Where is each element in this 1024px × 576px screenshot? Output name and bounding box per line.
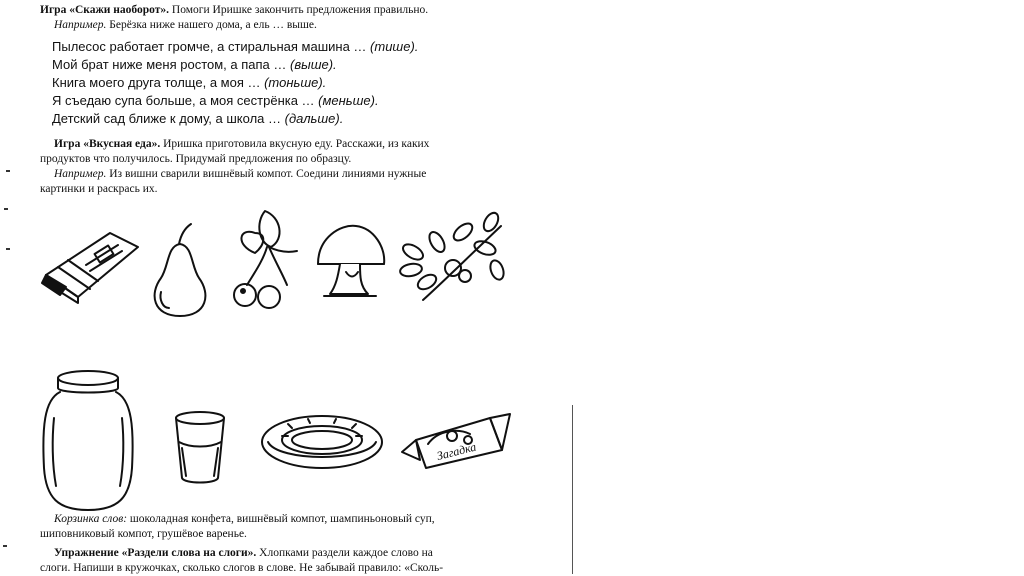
game2-title-line xyxy=(40,137,524,152)
pear-icon xyxy=(145,220,215,320)
cherries-icon xyxy=(225,205,300,310)
sentence-answer: (тише). xyxy=(370,39,419,54)
mushroom-icon xyxy=(310,218,390,303)
word-basket-label: Корзинка слов: xyxy=(54,513,128,525)
sentence-text: Детский сад ближе к дому, а школа … xyxy=(52,111,285,126)
scan-mark xyxy=(6,248,10,250)
sentence-3 xyxy=(52,74,326,92)
game1-title: Игра «Скажи наоборот». xyxy=(40,4,170,16)
game2-line1: Иришка приготовила вкусную еду. Расскажи, из каких xyxy=(160,138,430,150)
game2-title: Игра «Вкусная еда». xyxy=(54,138,161,150)
glass-icon xyxy=(170,408,230,488)
game1-instruction: Помоги Иришке закончить предложения правильно. xyxy=(169,4,429,16)
game2-line2: продуктов что получилось. Придумай предложения по образцу. xyxy=(40,153,352,165)
sentence-answer: (выше). xyxy=(290,57,337,72)
game2-example-line xyxy=(40,167,524,182)
sentence-answer: (меньше). xyxy=(318,93,379,108)
game2-example-label: Например. xyxy=(54,168,107,180)
rosehip-branch-icon xyxy=(393,212,513,304)
game2-example-text2: картинки и раскрась их. xyxy=(40,183,158,195)
scan-divider-line xyxy=(572,405,573,574)
plate-icon xyxy=(258,410,386,474)
word-basket-words1: шоколадная конфета, вишнёвый компот, шампиньоновый суп, xyxy=(127,513,435,525)
exercise-title-line xyxy=(40,546,524,561)
scan-mark xyxy=(6,170,10,172)
jar-icon xyxy=(38,368,138,516)
sentence-answer: (дальше). xyxy=(284,111,344,126)
sentence-answer: (тоньше). xyxy=(264,75,327,90)
game1-title-line xyxy=(40,3,510,18)
scan-mark xyxy=(3,545,7,547)
sentence-text: Я съедаю супа больше, а моя сестрёнка … xyxy=(52,93,319,108)
sentence-text: Книга моего друга толще, а моя … xyxy=(52,75,265,90)
candy-label: Загадка xyxy=(435,439,478,463)
chocolate-bar-icon xyxy=(38,225,143,305)
scan-mark xyxy=(4,208,8,210)
sentence-4 xyxy=(52,92,379,110)
sentence-text: Мой брат ниже меня ростом, а папа … xyxy=(52,57,291,72)
candy-icon xyxy=(398,410,513,474)
exercise-title: Упражнение «Раздели слова на слоги». xyxy=(54,547,257,559)
sentence-text: Пылесос работает громче, а стиральная машина … xyxy=(52,39,371,54)
exercise-line1: Хлопками раздели каждое слово на xyxy=(256,547,433,559)
word-basket-line1 xyxy=(40,512,524,527)
word-basket-line2: шиповниковый компот, грушёвое варенье. xyxy=(40,528,247,540)
game1-example-line xyxy=(40,18,524,33)
sentence-2 xyxy=(52,56,337,74)
game1-example-label: Например. xyxy=(54,19,107,31)
sentence-1 xyxy=(52,38,418,56)
game2-example-text1: Из вишни сварили вишнёвый компот. Соедини линиями нужные xyxy=(106,168,427,180)
exercise-line2: слоги. Напиши в кружочках, сколько слогов в слове. Не забывай правило: «Сколь- xyxy=(40,562,444,574)
game1-example-text: Берёзка ниже нашего дома, а ель … выше. xyxy=(106,19,317,31)
sentence-5 xyxy=(52,110,343,128)
